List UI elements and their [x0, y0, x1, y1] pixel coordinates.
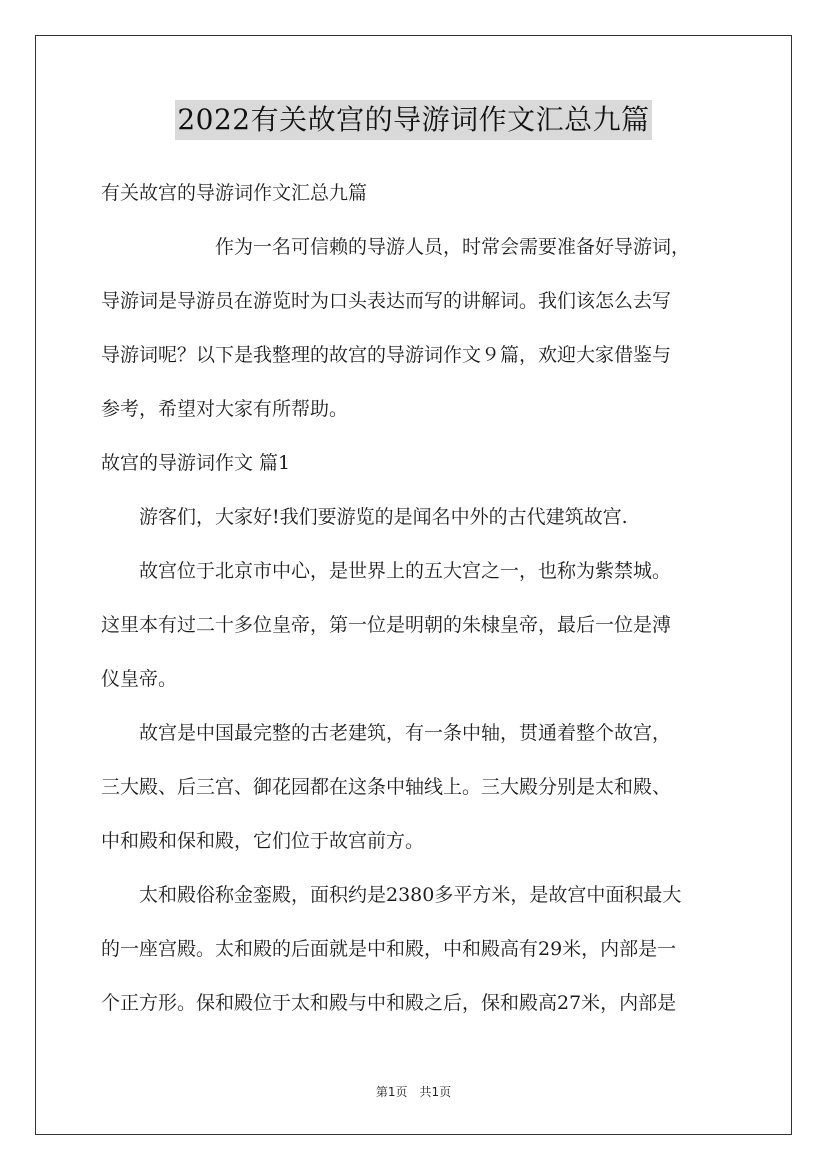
body-line: 的一座宫殿。太和殿的后面就是中和殿，中和殿高有29米，内部是一 [101, 938, 677, 960]
body-line: 游客们，大家好!我们要游览的是闻名中外的古代建筑故宫. [101, 506, 628, 528]
body-line: 太和殿俗称金銮殿，面积约是2380多平方米，是故宫中面积最大 [101, 884, 682, 906]
page-number: 第1页 共1页 [375, 1085, 452, 1099]
body-line: 导游词呢？以下是我整理的故宫的导游词作文９篇，欢迎大家借鉴与 [101, 344, 672, 366]
body-line: 这里本有过二十多位皇帝，第一位是明朝的朱棣皇帝，最后一位是溥 [101, 614, 672, 636]
body-line: 仪皇帝。 [101, 668, 178, 690]
body-line: 导游词是导游员在游览时为口头表达而写的讲解词。我们该怎么去写 [101, 290, 672, 312]
body-line: 中和殿和保和殿，它们位于故宫前方。 [101, 830, 425, 852]
body-line: 作为一名可信赖的导游人员，时常会需要准备好导游词， [101, 236, 691, 258]
subtitle-line: 有关故宫的导游词作文汇总九篇 [101, 182, 368, 204]
body-line: 个正方形。保和殿位于太和殿与中和殿之后，保和殿高27米，内部是 [101, 992, 677, 1014]
body-line: 故宫是中国最完整的古老建筑，有一条中轴，贯通着整个故宫， [101, 722, 672, 744]
title-container [0, 100, 827, 140]
body-line: 参考，希望对大家有所帮助。 [101, 398, 349, 420]
body-line: 三大殿、后三宫、御花园都在这条中轴线上。三大殿分别是太和殿、 [101, 776, 672, 798]
section-heading: 故宫的导游词作文 篇1 [101, 452, 291, 474]
body-line: 故宫位于北京市中心，是世界上的五大宫之一，也称为紫禁城。 [101, 560, 672, 582]
document-title: 2022有关故宫的导游词作文汇总九篇 [175, 100, 651, 140]
